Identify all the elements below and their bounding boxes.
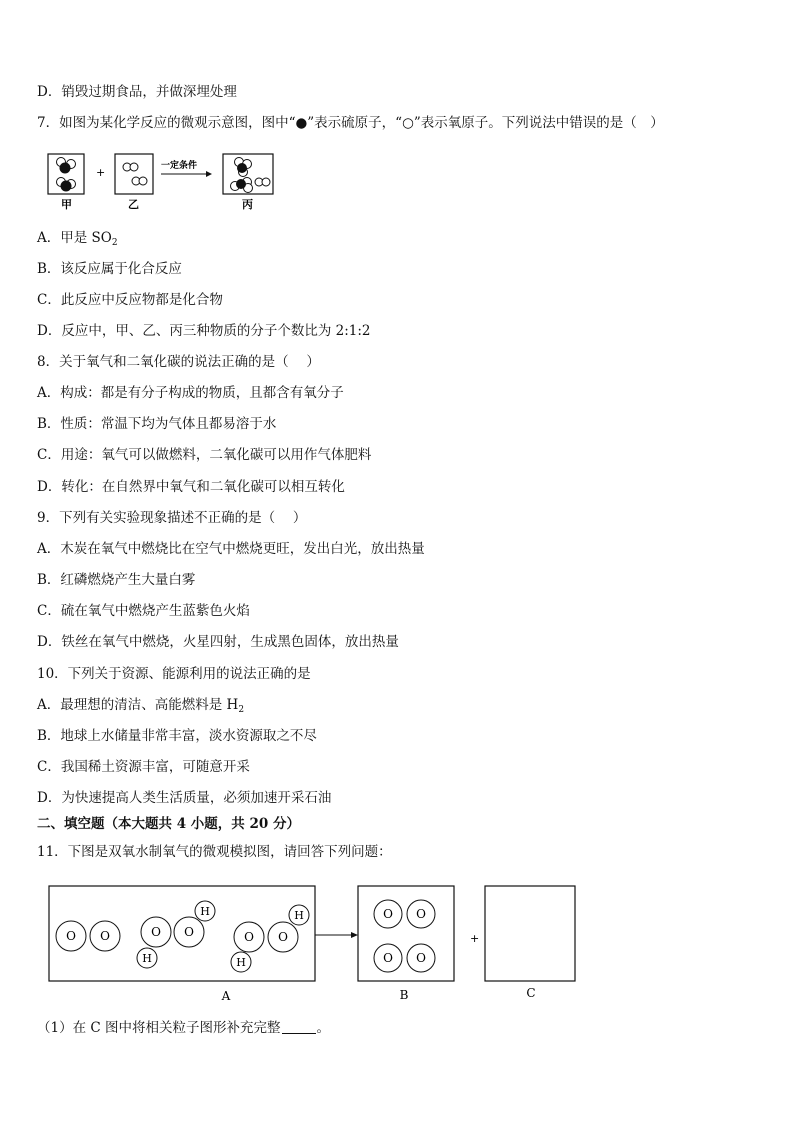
plus-sign: + <box>470 932 480 945</box>
q7-option-a <box>37 229 118 252</box>
o2-molecule-icon <box>123 163 138 171</box>
q11-sub1-end: 。 <box>316 1020 331 1036</box>
q10-option-a-sub: 2 <box>238 705 245 715</box>
q8-option-c: C．用途：氧气可以做燃料，二氧化碳可以用作气体肥料 <box>37 447 372 463</box>
q11-sub1 <box>37 1019 330 1037</box>
svg-text:O: O <box>244 930 254 944</box>
o2-molecule-icon <box>374 900 435 928</box>
o2-molecule-icon <box>132 177 147 185</box>
box-b <box>358 886 454 981</box>
label-a: A <box>221 989 231 1003</box>
so2-molecule-icon <box>57 158 76 174</box>
q9-option-d: D．铁丝在氧气中燃烧，火星四射，生成黑色固体，放出热量 <box>37 634 399 650</box>
q8-option-d: D．转化：在自然界中氧气和二氧化碳可以相互转化 <box>37 479 345 495</box>
h2o2-molecule-icon <box>231 905 309 972</box>
label-yi: 乙 <box>128 198 139 211</box>
q10-option-b: B．地球上水储量非常丰富，淡水资源取之不尽 <box>37 728 317 744</box>
q10-stem: 10．下列关于资源、能源利用的说法正确的是 <box>37 666 311 682</box>
o2-molecule-icon <box>374 944 435 972</box>
svg-text:H: H <box>294 909 304 922</box>
svg-text:H: H <box>142 952 152 965</box>
q8-stem: 8．关于氧气和二氧化碳的说法正确的是（ ） <box>37 354 320 370</box>
plus-sign: + <box>96 166 106 179</box>
q11-stem: 11．下图是双氧水制氧气的微观模拟图，请回答下列问题： <box>37 844 392 860</box>
q7-option-a-text: A．甲是 SO <box>37 230 112 246</box>
q10-option-d: D．为快速提高人类生活质量，必须加速开采石油 <box>37 790 332 806</box>
o2-molecule-icon <box>56 921 120 951</box>
section-heading: 二、填空题（本大题共 4 小题，共 20 分） <box>37 816 300 832</box>
q8-option-a: A．构成：都是有分子构成的物质，且都含有氧分子 <box>37 385 344 401</box>
label-bing: 丙 <box>242 198 253 211</box>
svg-text:O: O <box>416 951 426 965</box>
svg-text:H: H <box>236 956 246 969</box>
q9-option-a: A．木炭在氧气中燃烧比在空气中燃烧更旺，发出白光，放出热量 <box>37 541 425 557</box>
q9-stem: 9．下列有关实验现象描述不正确的是（ ） <box>37 510 307 526</box>
svg-text:O: O <box>383 951 393 965</box>
box-yi <box>115 154 153 194</box>
q7-reaction-figure <box>44 148 284 212</box>
svg-text:H: H <box>200 905 210 918</box>
q7-option-a-sub: 2 <box>111 238 118 248</box>
q10-option-c: C．我国稀土资源丰富，可随意开采 <box>37 759 250 775</box>
arrow-head-icon <box>351 932 358 938</box>
q11-figure <box>40 878 585 1006</box>
svg-text:O: O <box>151 925 161 939</box>
label-jia: 甲 <box>61 198 72 211</box>
q9-option-b: B．红磷燃烧产生大量白雾 <box>37 572 196 588</box>
reaction-condition: 一定条件 <box>161 161 198 171</box>
q10-option-a-text: A．最理想的清洁、高能燃料是 H <box>37 697 239 713</box>
q8-option-b: B．性质：常温下均为气体且都易溶于水 <box>37 416 277 432</box>
q7-option-c: C．此反应中反应物都是化合物 <box>37 292 223 308</box>
svg-text:O: O <box>278 930 288 944</box>
o2-molecule-icon <box>255 178 270 186</box>
q7-stem: 7．如图为某化学反应的微观示意图，图中“●”表示硫原子，“○”表示氧原子。下列说法中错误的是（ ） <box>37 115 664 131</box>
so3-molecule-icon <box>235 158 252 177</box>
q10-option-a <box>37 696 244 719</box>
h2o2-molecule-icon <box>137 901 215 968</box>
svg-text:O: O <box>383 907 393 921</box>
q11-sub1-text: （1）在 C 图中将相关粒子图形补充完整 <box>37 1020 281 1036</box>
so3-molecule-icon <box>231 178 253 193</box>
label-b: B <box>399 988 409 1002</box>
svg-text:O: O <box>66 929 76 943</box>
arrow-head-icon <box>206 171 212 177</box>
svg-text:O: O <box>184 925 194 939</box>
q9-option-c: C．硫在氧气中燃烧产生蓝紫色火焰 <box>37 603 250 619</box>
q7-option-d: D．反应中，甲、乙、丙三种物质的分子个数比为 2:1:2 <box>37 323 371 339</box>
q7-option-b: B．该反应属于化合反应 <box>37 261 182 277</box>
svg-text:O: O <box>416 907 426 921</box>
answer-blank[interactable] <box>282 1021 316 1034</box>
so2-molecule-icon <box>57 178 76 192</box>
box-c <box>485 886 575 981</box>
svg-text:O: O <box>100 929 110 943</box>
q6-option-d: D．销毁过期食品，并做深埋处理 <box>37 84 237 100</box>
label-c: C <box>526 986 536 1000</box>
